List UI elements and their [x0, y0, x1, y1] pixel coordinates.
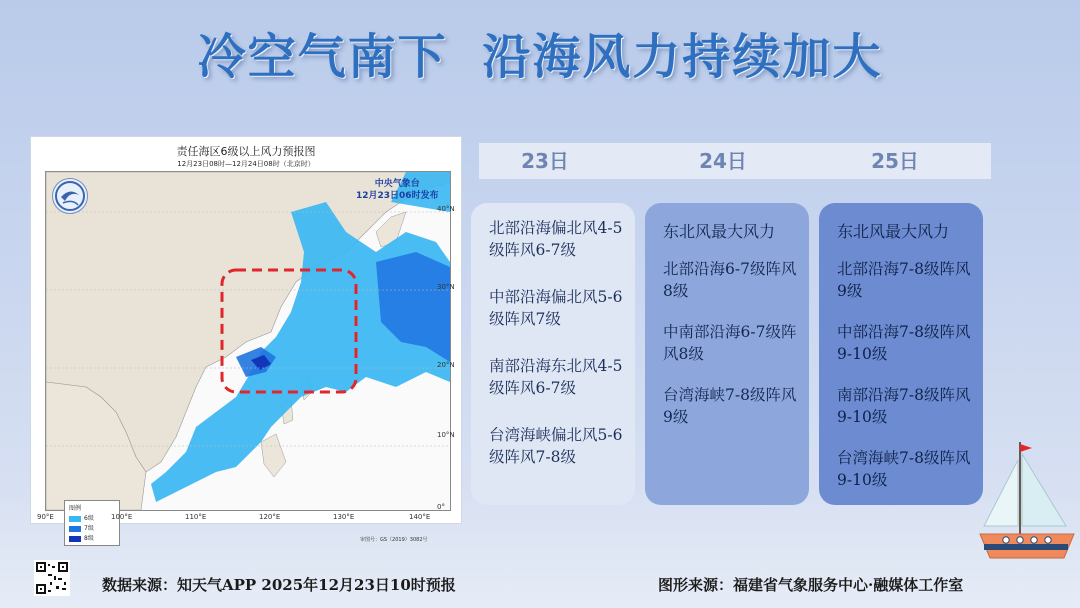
- lon-label: 110°E: [185, 513, 207, 521]
- forecast-item: 中部沿海7-8级阵风9-10级: [837, 323, 971, 363]
- card-heading: 东北风最大风力: [837, 222, 950, 241]
- forecast-item: 台湾海峡7-8级阵风9级: [663, 386, 797, 426]
- legend-item-8: 8级: [69, 533, 94, 541]
- cma-logo-icon: [52, 178, 88, 214]
- forecast-item: 北部沿海偏北风4-5级阵风6-7级: [489, 219, 623, 259]
- day-header-bar: [479, 143, 991, 179]
- day-header-24: 24日: [699, 149, 747, 173]
- lat-label: 20°N: [437, 361, 455, 369]
- forecast-item: 中部沿海偏北风5-6级阵风7级: [489, 288, 623, 328]
- forecast-card-day-25: [819, 203, 983, 505]
- map-issuer: [356, 178, 439, 202]
- wind-forecast-map-panel: [30, 136, 462, 543]
- forecast-item: 北部沿海7-8级阵风9级: [837, 260, 971, 300]
- forecast-item: 南部沿海东北风4-5级阵风6-7级: [489, 357, 623, 397]
- forecast-item: 南部沿海7-8级阵风9-10级: [837, 386, 971, 426]
- map-credit: 审图号：GS（2019）3082号: [360, 537, 428, 543]
- day-header-25: 25日: [871, 149, 919, 173]
- lon-label: 100°E: [111, 513, 133, 521]
- day-header-23: 23日: [521, 149, 569, 173]
- forecast-item: 台湾海峡偏北风5-6级阵风7-8级: [489, 426, 623, 466]
- lat-label: 0°: [437, 503, 445, 511]
- map-title: 责任海区6级以上风力预报图: [176, 145, 316, 158]
- legend-item-7: 7级: [69, 523, 94, 531]
- lat-label: 40°N: [437, 205, 455, 213]
- lat-label: 30°N: [437, 283, 455, 291]
- issuer-time: 12月23日06时发布: [356, 191, 439, 201]
- forecast-item: 北部沿海6-7级阵风8级: [663, 260, 797, 300]
- issuer-agency: 中央气象台: [374, 179, 420, 189]
- lon-label: 130°E: [333, 513, 355, 521]
- map-legend: [64, 500, 120, 546]
- legend-title: 图例: [69, 505, 82, 512]
- page-title: [0, 18, 1080, 87]
- sailboat-icon: [978, 440, 1076, 570]
- graphic-source: 图形来源：福建省气象服务中心·融媒体工作室: [658, 576, 964, 594]
- legend-item-6: 6级: [69, 513, 94, 521]
- forecast-item: 台湾海峡7-8级阵风9-10级: [837, 449, 971, 489]
- title-part-2: 沿海风力持续加大: [482, 29, 883, 85]
- forecast-card-day-24: [645, 203, 809, 505]
- lon-label: 120°E: [259, 513, 281, 521]
- map-graphic: [46, 172, 450, 510]
- forecast-card-day-23: [471, 203, 635, 505]
- title-part-1: 冷空气南下: [197, 29, 448, 85]
- map-subtitle: 12月23日08时—12月24日08时（北京时）: [177, 160, 315, 168]
- forecast-item: 中南部沿海6-7级阵风8级: [663, 323, 797, 363]
- lon-label: 140°E: [409, 513, 431, 521]
- qr-code-icon: [34, 560, 70, 596]
- card-heading: 东北风最大风力: [663, 222, 776, 241]
- data-source: 数据来源：知天气APP 2025年12月23日10时预报: [102, 576, 456, 594]
- lon-label: 90°E: [37, 513, 54, 521]
- lat-label: 10°N: [437, 431, 455, 439]
